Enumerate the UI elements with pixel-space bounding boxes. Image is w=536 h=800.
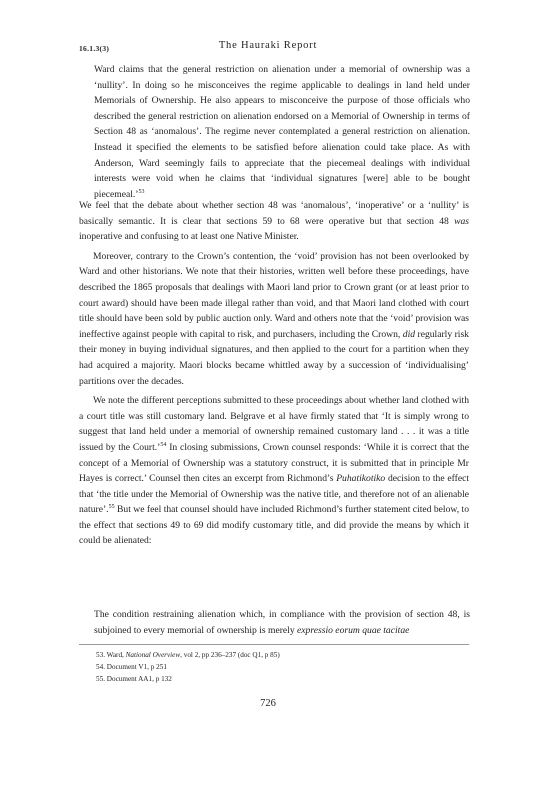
footnotes: [96, 649, 476, 685]
section-number: 16.1.3(3): [79, 44, 110, 53]
block-quote-ward: [94, 62, 470, 202]
paragraph-2: Moreover, contrary to the Crown’s contention, the ‘void’ provision has not been overlooked by Ward and other historians. We note that their histories, written well before these proceedings, have described the 1865 proposals that dealings with Maori land prior to Crown grant (or at least prior to court award) should have been made illegal rather than void, and that Maori land clothed with court title should have been sold by public auction only. Ward and others note that the ‘void’ provision was ineffective against people with capital to risk, and purchasers, including the Crown, did regularly risk their money in buying individual signatures, and then applied to the court for a partition when they had acquired a majority. Maori blocks became whittled away by a succession of ‘individualising’ partitions over the decades.: [79, 250, 469, 387]
footnote-54: 54. Document V1, p 251: [96, 663, 167, 671]
main-text: [79, 198, 469, 553]
block-quote-richmond: [94, 607, 470, 638]
footnote-55: 55. Document AA1, p 132: [96, 675, 172, 683]
footnote-53: 53. Ward, National Overview, vol 2, pp 236–237 (doc Q1, p 85): [96, 651, 280, 659]
quote-paragraph: The condition restraining alienation which, in compliance with the provision of section 48, is subjoined to every memorial of ownership is merely expressio eorum quae tacitae: [94, 609, 470, 636]
running-header: The Hauraki Report: [218, 40, 318, 51]
footnote-ref[interactable]: 53: [138, 188, 145, 195]
quote-paragraph: Ward claims that the general restriction on alienation under a memorial of ownership was a ‘nullity’. In doing so he misconceives the regime applicable to dealings in land held under Memorials of Ownership. He also appears to misconceive the purpose of those officials who described the general restriction on alienation endorsed on a Memorial of Ownership in terms of Section 48 as ‘anomalous’. The regime never contemplated a general restriction on alienation. Instead it specified the elements to be satisfied before alienation could take place. As with Anderson, Ward seemingly fails to appreciate that the piecemeal dealings with individual interests were void when he claims that ‘individual signatures [were] able to be bought piecemeal.’$^{53}$: [94, 64, 470, 200]
paragraph-1: We feel that the debate about whether section 48 was ‘anomalous’, ‘inoperative’ or a ‘nullity’ is basically semantic. It is clear that sections 59 to 68 were operative but that section 48 was inoperative and confusing to at least one Native Minister.: [79, 200, 469, 243]
footnote-ref[interactable]: 55: [108, 504, 115, 511]
footnote-ref[interactable]: 54: [160, 441, 167, 448]
footnote-divider: [79, 644, 469, 645]
page-number: 726: [260, 698, 276, 709]
paragraph-3: We note the different perceptions submitted to these proceedings about whether land clothed with a court title was still customary land. Belgrave et al have firmly stated that ‘It is simply wrong to suggest that land held under a memorial of ownership remained customary land . . . it was a title issued by the Court.’$^{54}$ In closing submissions, Crown counsel responds: ‘While it is correct that the concept of a Memorial of Ownership was a statutory construct, it is submitted that in principle Mr Hayes is correct.’ Counsel then cites an excerpt from Richmond’s Puhatikotiko decision to the effect that ‘the title under the Memorial of Ownership was the native title, and therefore not of an alienable nature’.$^{55}$ But we feel that counsel should have included Richmond’s further statement cited below, to the effect that sections 49 to 69 did modify customary title, and did provide the means by which it could be alienated:: [79, 395, 470, 547]
